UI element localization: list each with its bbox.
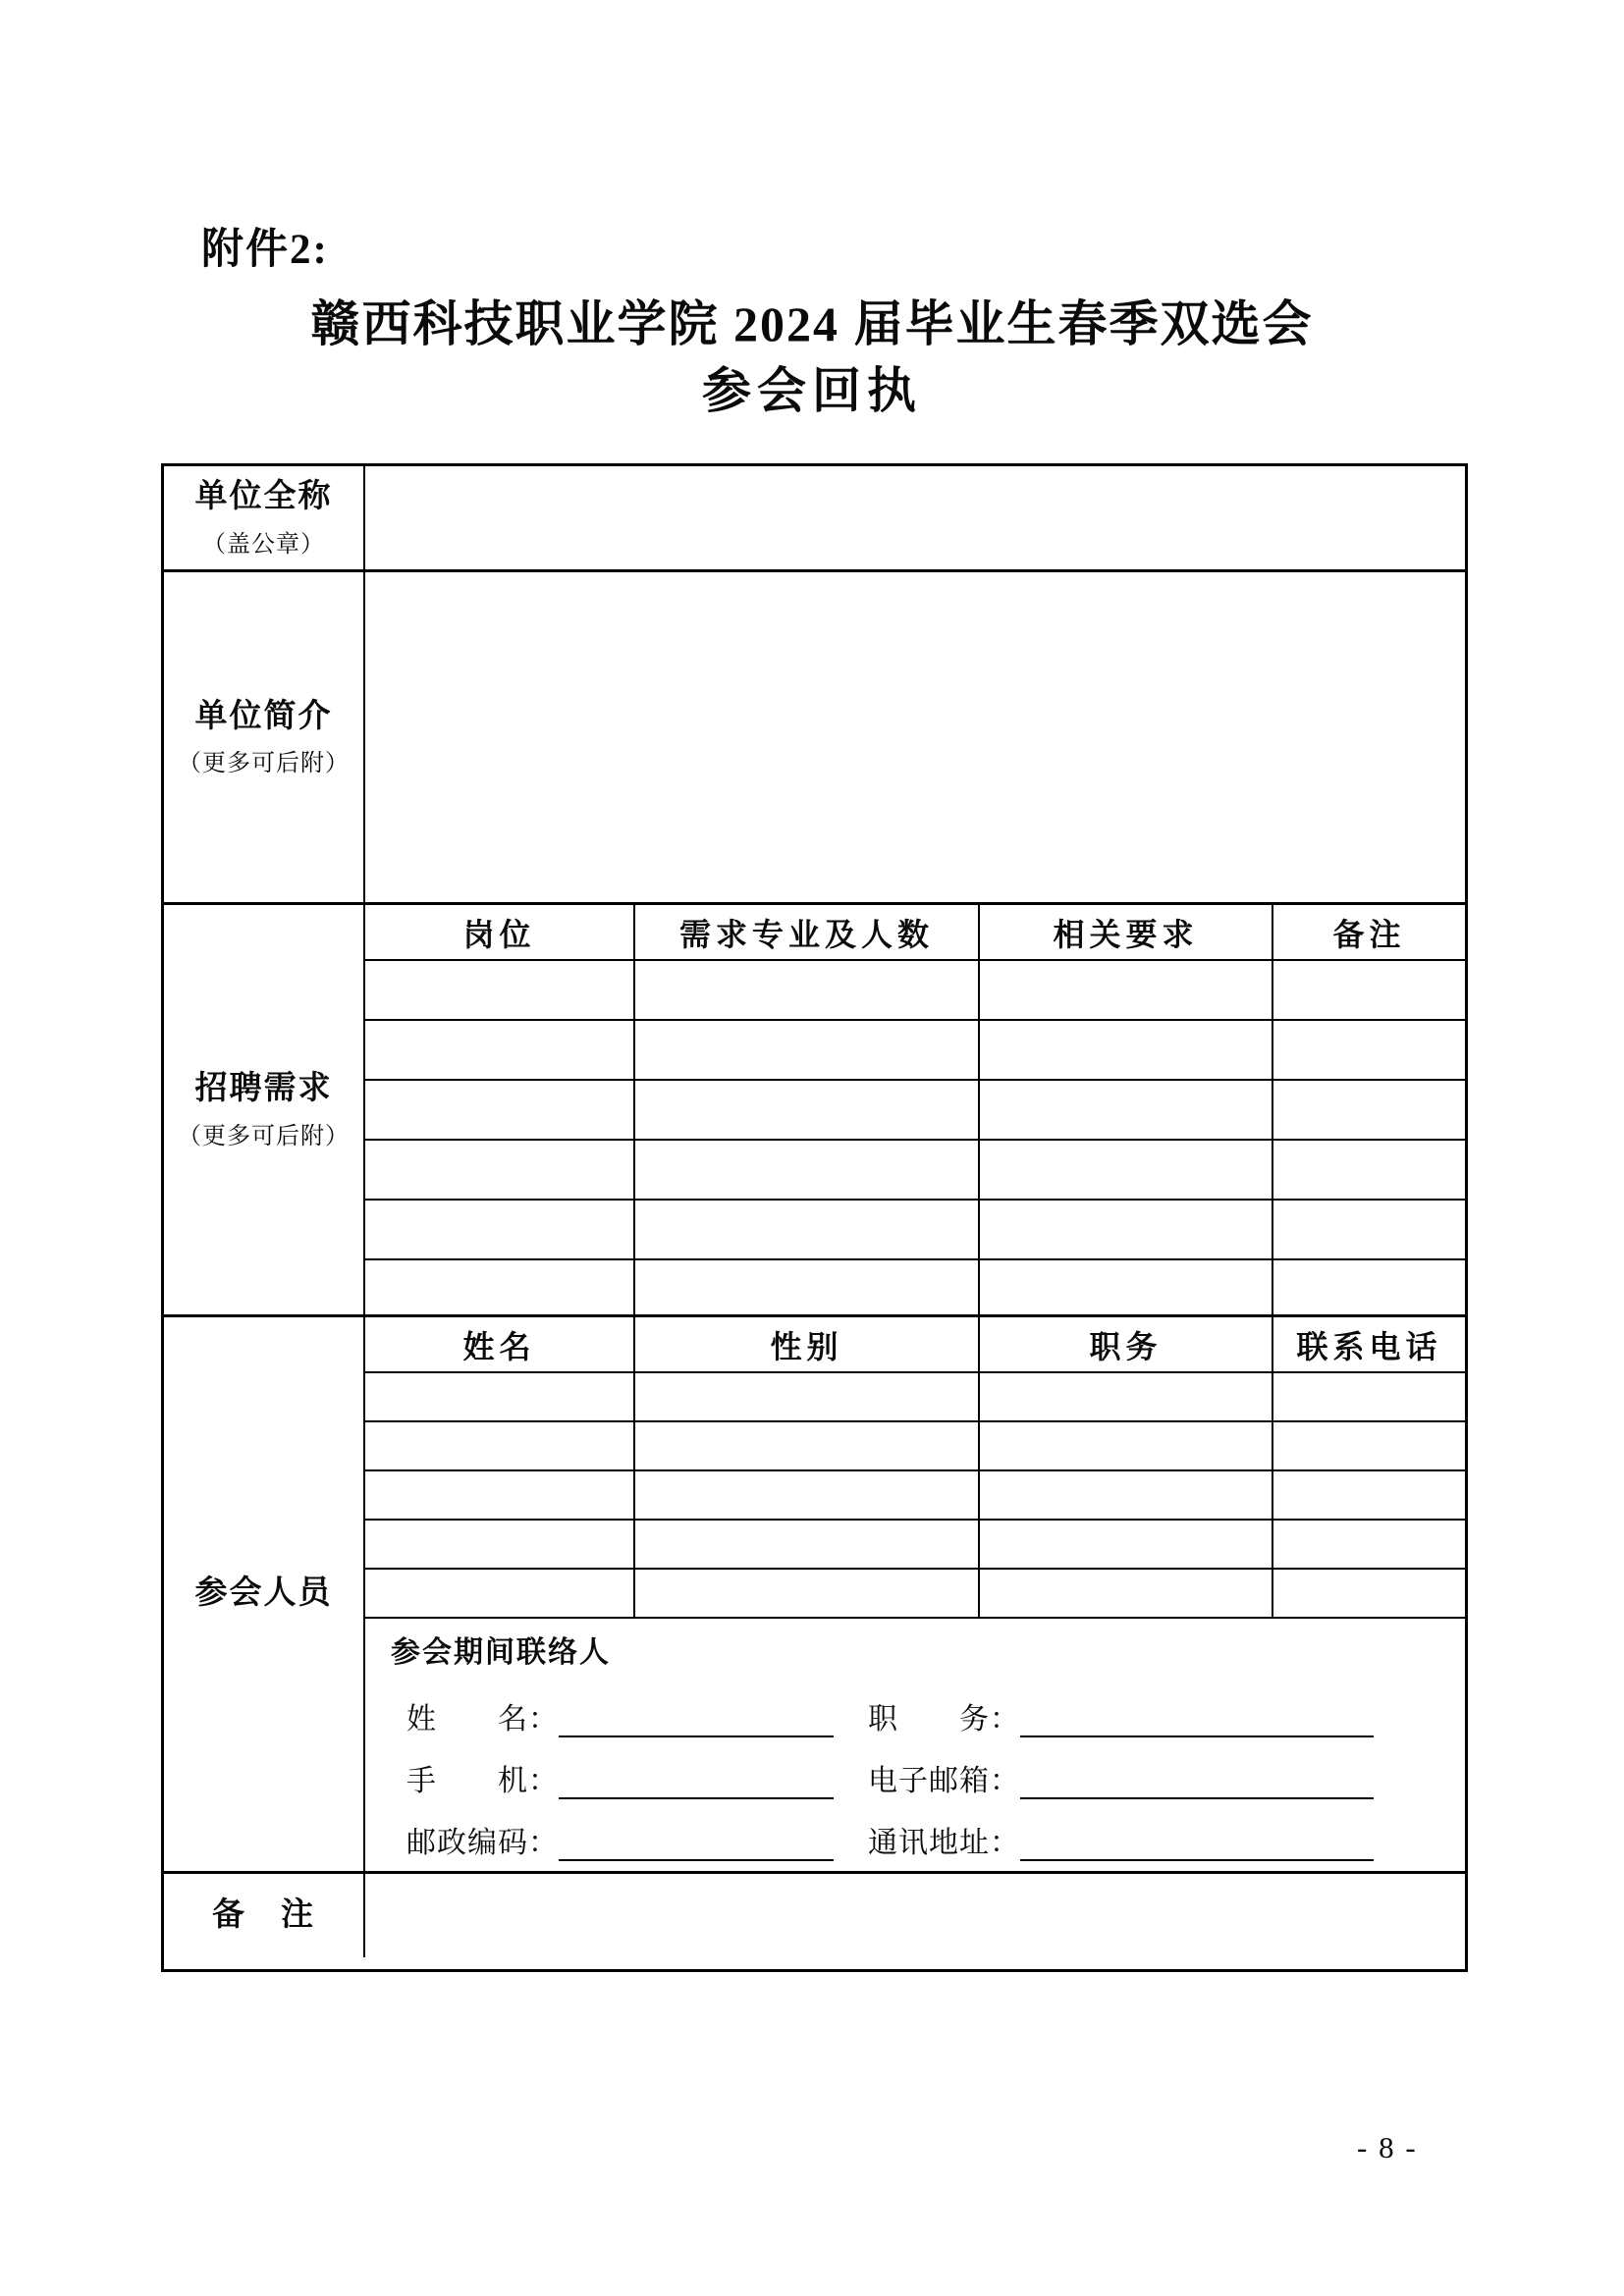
row-remark: [164, 1874, 1465, 1957]
contact-field-title-label: 职 务：: [868, 1703, 1020, 1735]
empty-cell: [365, 1081, 635, 1139]
contact-line-3: [406, 1816, 1445, 1861]
empty-cell: [635, 1570, 980, 1617]
fill-in-line: [1020, 1762, 1374, 1799]
empty-cell: [1273, 1471, 1465, 1519]
attendees-empty-row: [365, 1373, 1465, 1422]
unit-intro-value-cell: [365, 572, 1465, 902]
attendees-empty-row: [365, 1471, 1465, 1521]
empty-cell: [635, 1201, 980, 1258]
empty-cell: [980, 1373, 1273, 1420]
empty-cell: [365, 1021, 635, 1079]
fill-in-line: [559, 1762, 834, 1799]
recruitment-empty-row: [365, 1201, 1465, 1260]
empty-cell: [365, 1260, 635, 1317]
page-number: - 8 -: [1357, 2130, 1418, 2164]
row-unit-intro: [164, 572, 1465, 905]
contact-person-block: [365, 1619, 1465, 1871]
empty-cell: [635, 1021, 980, 1079]
contact-line-2: [406, 1754, 1445, 1799]
empty-cell: [635, 1141, 980, 1199]
recruitment-empty-row: [365, 1141, 1465, 1201]
empty-cell: [635, 1422, 980, 1469]
empty-cell: [1273, 1081, 1465, 1139]
unit-name-label-cell: [164, 466, 365, 569]
fill-in-line: [1020, 1700, 1374, 1737]
empty-cell: [365, 1373, 635, 1420]
contact-field-postcode-label: 邮政编码：: [406, 1827, 559, 1859]
attachment-label: 附件2:: [201, 227, 329, 273]
column-header-remark: 备注: [1332, 916, 1406, 952]
row-recruitment: [164, 905, 1465, 1317]
empty-cell: [365, 1570, 635, 1617]
empty-cell: [635, 1260, 980, 1317]
empty-cell: [365, 961, 635, 1019]
empty-cell: [980, 1521, 1273, 1568]
remark-value-cell: [365, 1874, 1465, 1957]
empty-cell: [1273, 1422, 1465, 1469]
empty-cell: [980, 1422, 1273, 1469]
empty-cell: [635, 961, 980, 1019]
empty-cell: [635, 1373, 980, 1420]
contact-field-name-label: 姓 名：: [406, 1703, 559, 1735]
recruitment-empty-row: [365, 1260, 1465, 1317]
attendees-empty-row: [365, 1521, 1465, 1570]
attendees-table: [365, 1317, 1465, 1619]
attendees-label: 参会人员: [194, 1575, 333, 1612]
column-header-phone: 联系电话: [1296, 1328, 1442, 1364]
contact-field-email: [868, 1762, 1374, 1799]
empty-cell: [365, 1422, 635, 1469]
column-header-gender: 性别: [635, 1317, 980, 1371]
contact-field-mobile-label: 手 机：: [406, 1765, 559, 1797]
empty-cell: [980, 1141, 1273, 1199]
empty-cell: [980, 1081, 1273, 1139]
remark-label-cell: [164, 1874, 365, 1957]
recruitment-label-cell: [164, 905, 365, 1314]
empty-cell: [635, 1081, 980, 1139]
attendees-empty-row: [365, 1570, 1465, 1619]
empty-cell: [1273, 1570, 1465, 1617]
unit-intro-note: （更多可后附）: [178, 751, 350, 777]
column-header-position: 岗位: [365, 905, 635, 959]
reply-form-table: [161, 463, 1468, 1972]
recruitment-empty-row: [365, 1021, 1465, 1081]
recruitment-empty-row: [365, 961, 1465, 1021]
empty-cell: [1273, 1141, 1465, 1199]
row-attendees: [164, 1317, 1465, 1874]
contact-field-email-label: 电子邮箱：: [868, 1765, 1020, 1797]
empty-cell: [1273, 1201, 1465, 1258]
contact-field-name: [406, 1700, 868, 1737]
contact-field-postcode: [406, 1824, 868, 1861]
recruitment-empty-row: [365, 1081, 1465, 1141]
empty-cell: [1273, 1373, 1465, 1420]
empty-cell: [980, 1570, 1273, 1617]
column-header-major-count: 需求专业及人数: [635, 905, 980, 959]
unit-intro-label-cell: [164, 572, 365, 902]
contact-block-title: 参会期间联络人: [391, 1636, 611, 1669]
column-header-name: 姓名: [365, 1317, 635, 1371]
recruitment-note: （更多可后附）: [178, 1123, 350, 1149]
contact-field-title: [868, 1700, 1374, 1737]
attendees-header-row: [365, 1317, 1465, 1373]
empty-cell: [1273, 1021, 1465, 1079]
recruitment-table: [365, 905, 1465, 1317]
remark-label: 备 注: [212, 1896, 315, 1933]
fill-in-line: [559, 1700, 834, 1737]
attendees-label-cell: [164, 1317, 365, 1871]
attendees-empty-row: [365, 1422, 1465, 1471]
unit-name-value-cell: [365, 466, 1465, 569]
column-header-requirements: 相关要求: [980, 905, 1273, 959]
recruitment-header-row: [365, 905, 1465, 961]
fill-in-line: [559, 1824, 834, 1861]
unit-intro-label: 单位简介: [194, 698, 333, 734]
empty-cell: [1273, 1521, 1465, 1568]
contact-line-1: [406, 1692, 1445, 1737]
contact-field-mobile: [406, 1762, 868, 1799]
contact-field-address-label: 通讯地址：: [868, 1827, 1020, 1859]
empty-cell: [980, 1021, 1273, 1079]
empty-cell: [1273, 1260, 1465, 1317]
empty-cell: [365, 1201, 635, 1258]
empty-cell: [980, 1201, 1273, 1258]
empty-cell: [1273, 961, 1465, 1019]
document-title-line2: 参会回执: [702, 363, 922, 418]
empty-cell: [365, 1521, 635, 1568]
recruitment-label: 招聘需求: [194, 1071, 333, 1107]
fill-in-line: [1020, 1824, 1374, 1861]
document-title-line1: 赣西科技职业学院 2024 届毕业生春季双选会: [310, 296, 1314, 351]
empty-cell: [635, 1471, 980, 1519]
empty-cell: [365, 1141, 635, 1199]
empty-cell: [980, 961, 1273, 1019]
empty-cell: [980, 1471, 1273, 1519]
unit-name-note: （盖公章）: [202, 531, 325, 558]
empty-cell: [980, 1260, 1273, 1317]
empty-cell: [635, 1521, 980, 1568]
row-unit-name: [164, 466, 1465, 572]
empty-cell: [365, 1471, 635, 1519]
column-header-title: 职务: [980, 1317, 1273, 1371]
contact-field-address: [868, 1824, 1374, 1861]
unit-name-label: 单位全称: [194, 479, 333, 515]
